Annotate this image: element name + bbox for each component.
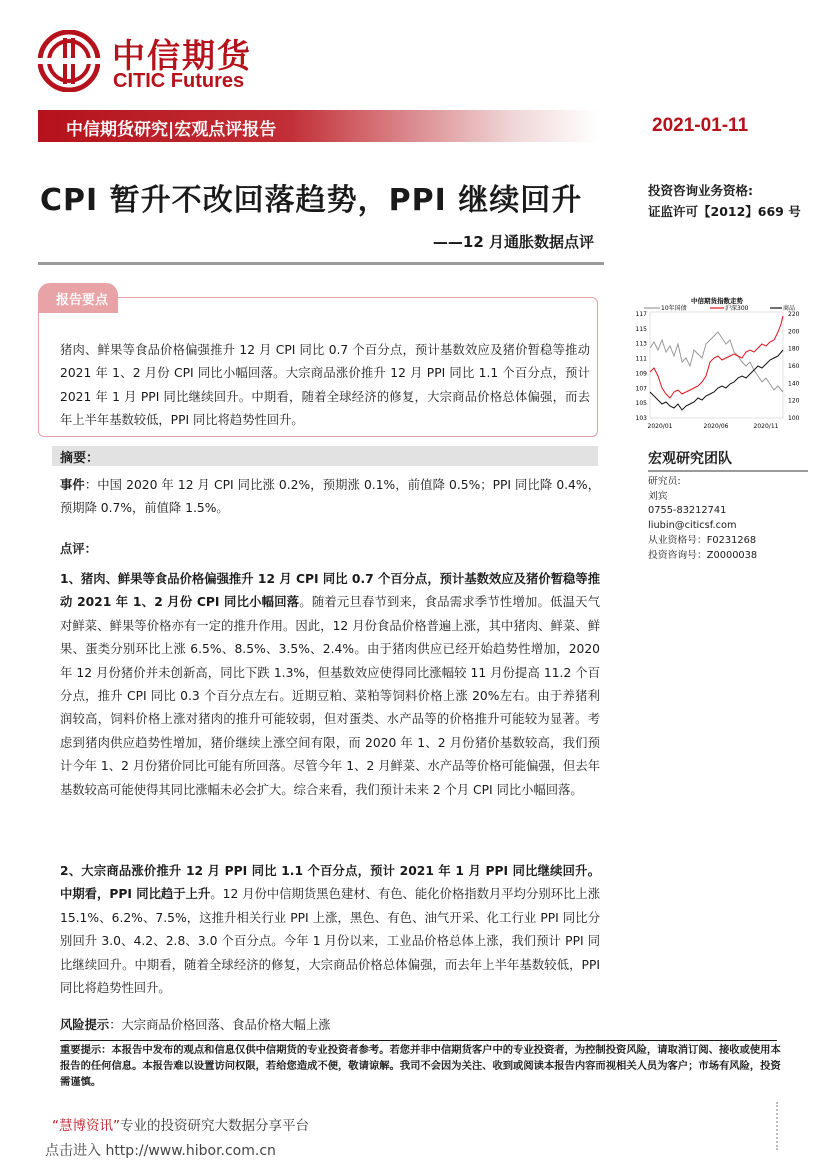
license-line2: 证监许可【2012】669 号 xyxy=(648,204,801,219)
index-trend-chart xyxy=(620,292,810,437)
right-tick-label: 120 xyxy=(788,397,800,405)
hibor-link[interactable]: 点击进入 http://www.hibor.com.cn xyxy=(45,1143,276,1159)
hibor-name: “慧博资讯” xyxy=(52,1118,120,1134)
series-csi300-line xyxy=(650,316,783,398)
banner-text: 中信期货研究|宏观点评报告 xyxy=(66,120,277,140)
team-divider xyxy=(648,470,808,472)
abstract-label: 摘要： xyxy=(60,451,100,466)
left-tick-label: 115 xyxy=(635,325,647,333)
team-role: 研究员: xyxy=(648,476,681,487)
team-title: 宏观研究团队 xyxy=(648,451,732,467)
analyst-advisory-id: 投资咨询号：Z0000038 xyxy=(648,549,758,561)
brand-name-cn: 中信期货 xyxy=(112,36,252,75)
left-tick-label: 103 xyxy=(635,415,647,422)
analyst-license: 从业资格号：F0231268 xyxy=(648,534,757,546)
abstract-bar xyxy=(52,446,598,466)
point1-heading: 1、猪肉、鲜果等食品价格偏强推升 12 月 CPI 同比 0.7 个百分点，预计基数效应及猪价暂稳等推动 2021 年 1、2 月份 CPI 同比小幅回落 xyxy=(60,572,600,610)
analyst-phone: 0755-83212741 xyxy=(648,505,727,517)
left-tick-label: 111 xyxy=(635,355,647,363)
title-divider xyxy=(38,262,604,265)
hibor-slogan: 专业的投资研究大数据分享平台 xyxy=(120,1118,309,1134)
event-label: 事件 xyxy=(60,478,85,492)
risk-label: 风险提示 xyxy=(60,1018,110,1032)
footer-divider xyxy=(60,1040,777,1041)
team-info xyxy=(648,475,757,563)
summary-text: 猪肉、鲜果等食品价格偏强推升 12 月 CPI 同比 0.7 个百分点，预计基数效应及猪价暂稳等推动 2021 年 1、2 月份 CPI 同比小幅回落。大宗商品涨价推升 12 月 PPI 同比 1.1 个百分点，预计 2021 年 1 月 PPI 同比继续回升。中期看，随着全球经济的修复，大宗商品价格总体偏强，而去年上半年基数较低，PPI 同比将趋势性回升。 xyxy=(60,343,590,428)
license-line1: 投资咨询业务资格: xyxy=(648,183,753,198)
report-date: 2021-01-11 xyxy=(652,115,749,136)
legend-csi300: 沪深300 xyxy=(725,305,749,312)
x-axis-ticks xyxy=(648,423,779,430)
right-tick-label: 100 xyxy=(788,415,800,422)
point2-heading: 2、大宗商品涨价推升 12 月 PPI 同比 1.1 个百分点，预计 2021 年 1 月 PPI 同比继续回升。中期看，PPI 同比趋于上升 xyxy=(60,864,600,902)
brand-name-en: CITIC Futures xyxy=(113,70,245,92)
legend-bond: 10年国债 xyxy=(661,305,687,312)
left-tick-label: 107 xyxy=(635,385,647,393)
point1-paragraph xyxy=(60,568,600,802)
hibor-tagline xyxy=(52,1114,309,1134)
right-tick-label: 220 xyxy=(788,311,800,318)
right-tick-label: 140 xyxy=(788,380,800,388)
left-axis-ticks xyxy=(636,311,648,422)
left-tick-label: 117 xyxy=(635,311,647,318)
citic-logo-icon xyxy=(38,30,100,92)
point2-paragraph xyxy=(60,860,600,1000)
x-tick-label: 2020/11 xyxy=(753,423,779,430)
series-bond-line xyxy=(650,332,783,392)
left-tick-label: 113 xyxy=(635,340,647,348)
report-subtitle: ——12 月通胀数据点评 xyxy=(432,233,594,251)
comment-label: 点评： xyxy=(60,542,97,556)
point2-text: 。12 月份中信期货黑色建材、有色、能化价格指数月平均分别环比上涨 15.1%、6.2%、7.5%，这推升相关行业 PPI 上涨，黑色、有色、油气开采、化工行业 PPI 同比分别回升 3.0、4.2、2.8、3.0 个百分点。今年 1 月份以来，工业品价格总体上涨，我们预计 PPI 同比继续回升。中期看，随着全球经济的修复，大宗商品价格总体偏强，而去年上半年基数较低，PPI 同比将趋势性回升。 xyxy=(60,887,600,996)
right-tick-label: 200 xyxy=(788,328,800,336)
license-info xyxy=(648,180,801,222)
chart-legend xyxy=(644,304,795,312)
right-tick-label: 160 xyxy=(788,363,800,370)
series-commodity-line xyxy=(650,350,783,410)
right-axis-ticks xyxy=(788,311,800,422)
chart-title: 中信期货指数走势 xyxy=(691,297,743,305)
analyst-email: liubin@citicsf.com xyxy=(648,520,737,532)
side-dots xyxy=(776,1102,778,1150)
risk-line xyxy=(60,1014,600,1037)
event-paragraph xyxy=(60,474,600,521)
right-tick-label: 180 xyxy=(788,345,800,353)
x-tick-label: 2020/01 xyxy=(647,423,673,430)
analyst-name: 刘宾 xyxy=(648,490,668,502)
summary-tab-label: 报告要点 xyxy=(56,293,109,308)
report-title: CPI 暂升不改回落趋势，PPI 继续回升 xyxy=(40,183,583,218)
legend-commodity: 商品 xyxy=(783,305,796,312)
report-banner xyxy=(38,110,598,142)
left-tick-label: 105 xyxy=(635,400,647,408)
event-text: ：中国 2020 年 12 月 CPI 同比涨 0.2%，预期涨 0.1%，前值降 0.5%；PPI 同比降 0.4%，预期降 0.7%，前值降 1.5%。 xyxy=(60,478,600,516)
disclaimer: 重要提示：本报告中发布的观点和信息仅供中信期货的专业投资者参考。若您并非中信期货客户中的专业投资者，为控制投资风险，请取消订阅、接收或使用本报告的任何信息。本报告难以设置访问权限，若给您造成不便，敬请谅解。我司不会因为关注、收到或阅读本报告内容而视相关人员为客户；市场有风险，投资需谨慎。 xyxy=(60,1044,781,1088)
x-tick-label: 2020/06 xyxy=(703,423,729,430)
point1-text: 。随着元旦春节到来，食品需求季节性增加。低温天气对鲜菜、鲜果等价格亦有一定的推升作用。因此，12 月份食品价格普遍上涨，其中猪肉、鲜菜、鲜果、蛋类分别环比上涨 6.5%、8.5%、3.5%、2.4%。由于猪肉供应已经开始趋势性增加，2020 年 12 月份猪价并未创新高，同比下跌 1.3%，但基数效应使得同比涨幅较 11 月份提高 11.2 个百分点，推升 CPI 同比 0.3 个百分点左右。近期豆粕、菜粕等饲料价格上涨 20%左右。由于养猪利润较高，饲料价格上涨对猪肉的推升可能较弱，但对蛋类、水产品等的价格推升可能较为显著。考虑到猪肉供应趋势性增加，猪价继续上涨空间有限，而 2020 年 1、2 月份猪价基数较高，我们预计今年 1、2 月份猪价同比可能有所回落。尽管今年 1、2 月鲜菜、水产品等价格可能偏强，但去年基数较高可能使得其同比涨幅未必会扩大。综合来看，我们预计未来 2 个月 CPI 同比小幅回落。 xyxy=(60,595,600,797)
left-tick-label: 109 xyxy=(635,370,647,378)
risk-text: ：大宗商品价格回落、食品价格大幅上涨 xyxy=(109,1018,331,1032)
summary-tab xyxy=(38,283,118,313)
